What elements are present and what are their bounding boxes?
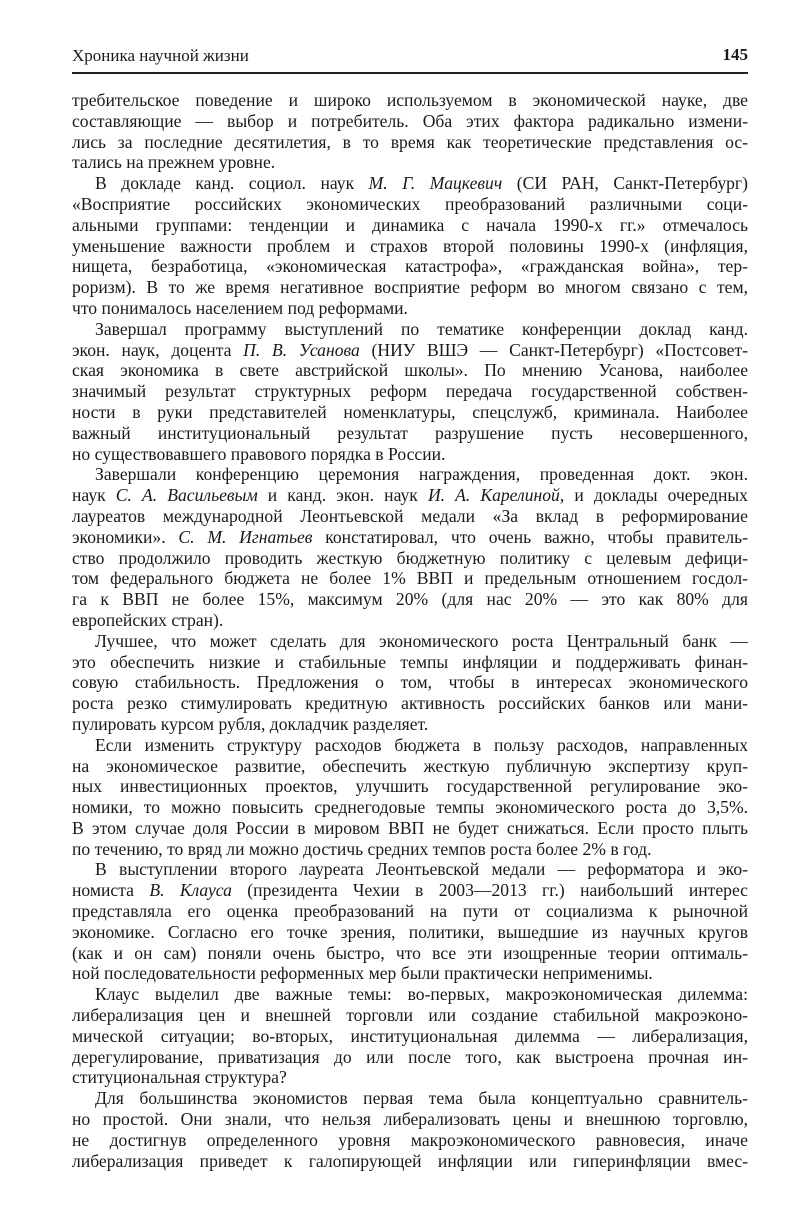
text-segment: Лучшее, что может сделать для экономического роста Центральный банк — [95,630,748,651]
text-line [72,631,748,652]
text-segment: на экономическое развитие, обеспечить жесткую публичную экспертизу круп- [72,755,748,776]
author-name: В. Клауса [149,880,232,901]
text-segment: мической ситуации; во-вторых, институциональная дилемма — либерализация, [72,1025,748,1046]
paragraph [72,464,748,630]
text-line [72,1130,748,1151]
text-segment: роризм). В то же время негативное восприятие реформ во многом связано с тем, [72,277,748,298]
text-line [72,319,748,340]
text-line [72,132,748,153]
text-line [72,652,748,673]
text-line [72,776,748,797]
text-line [72,444,748,465]
running-header [72,40,748,74]
text-segment: (НИУ ВШЭ — Санкт-Петербург) «Постсовет- [359,339,749,360]
text-segment: Завершал программу выступлений по тематике конференции доклад канд. [95,318,748,339]
text-line [72,901,748,922]
text-segment: ных инвестиционных проектов, улучшить государственной регулирование эко- [72,776,748,797]
text-line [72,859,748,880]
paragraph [72,859,748,984]
text-segment: ной последовательности реформенных мер были практически неприменимы. [72,963,653,984]
text-segment: лись за последние десятилетия, в то время как теоретические представления ос- [72,131,748,152]
text-segment: В этом случае доля России в мировом ВВП не будет снижаться. Если просто плыть [72,817,748,838]
text-line [72,1088,748,1109]
text-line [72,277,748,298]
text-segment: В выступлении второго лауреата Леонтьевской медали — реформатора и эко- [95,859,748,880]
text-line [72,839,748,860]
text-segment: Если изменить структуру расходов бюджета в пользу расходов, направленных [95,734,748,755]
text-line [72,735,748,756]
text-line [72,111,748,132]
author-name: М. Г. Мацкевич [368,173,503,194]
text-segment: значимый результат структурных реформ передача государственной собствен- [72,381,748,402]
text-line [72,1067,748,1088]
text-line [72,797,748,818]
paragraph [72,173,748,319]
text-line [72,527,748,548]
text-line [72,485,748,506]
text-segment: Завершали конференцию церемония награждения, проведенная докт. экон. [95,464,748,485]
text-segment: требительское поведение и широко используемом в экономической науке, две [72,90,748,110]
text-segment: составляющие — выбор и потребитель. Оба этих фактора радикально измени- [72,110,748,131]
text-segment: роста резко стимулировать кредитную активность российских банков или мани- [72,693,748,714]
text-line [72,693,748,714]
text-line [72,152,748,173]
text-line [72,1151,748,1172]
text-line [72,756,748,777]
text-segment: это обеспечить низкие и стабильные темпы инфляции и поддерживать финан- [72,651,748,672]
paragraph [72,631,748,735]
text-line [72,194,748,215]
text-line [72,173,748,194]
article-body [72,90,748,1171]
text-line [72,402,748,423]
text-segment: по течению, то вряд ли можно достичь средних темпов роста более 2% в год. [72,838,652,859]
author-name: П. В. Усанова [243,339,360,360]
text-line [72,984,748,1005]
paragraph [72,90,748,173]
author-name: С. А. Васильевым [115,485,258,506]
text-segment: том федерального бюджета не более 1% ВВП и предельным отношением госдол- [72,568,748,589]
text-segment: , и доклады очередных [559,485,748,506]
text-line [72,360,748,381]
text-segment: В докладе канд. социол. наук [95,173,369,194]
text-line [72,589,748,610]
text-line [72,1026,748,1047]
text-line [72,548,748,569]
text-line [72,1109,748,1130]
text-segment: наук [72,485,116,506]
text-line [72,922,748,943]
text-segment: лауреатов международной Леонтьевской медали «За вклад в реформирование [72,505,748,526]
text-segment: либерализация приведет к галопирующей инфляции или гиперинфляции вмес- [72,1150,748,1171]
text-segment: пулировать курсом рубля, докладчик разделяет. [72,713,429,734]
text-line [72,943,748,964]
text-segment: либерализация цен и внешней торговли или создание стабильной макроэконо- [72,1005,748,1026]
text-segment: уменьшение важности проблем и страхов второй половины 1990-х (инфляция, [72,235,748,256]
text-segment: тались на прежнем уровне. [72,152,276,173]
text-line [72,672,748,693]
text-line [72,298,748,319]
text-segment: (как и он сам) поняли очень быстро, что все эти изощренные теории оптималь- [72,942,748,963]
text-line [72,464,748,485]
text-segment: ство продолжило проводить жесткую бюджетную политику с целевым дефици- [72,547,748,568]
text-line [72,381,748,402]
text-segment: ституциональная структура? [72,1067,287,1088]
running-title: Хроника научной жизни [72,46,249,65]
text-segment: и канд. экон. наук [257,485,428,506]
text-segment: номиста [72,880,150,901]
text-segment: Для большинства экономистов первая тема была концептуально сравнитель- [95,1088,748,1109]
author-name: И. А. Карелиной [427,485,560,506]
text-line [72,1005,748,1026]
text-segment: (президента Чехии в 2003—2013 гг.) наибольший интерес [231,880,748,901]
text-segment: но существовавшего правового порядка в России. [72,443,446,464]
text-segment: га к ВВП не более 15%, максимум 20% (для нас 20% — это как 80% для [72,589,748,610]
text-line [72,256,748,277]
text-segment: представляла его оценка преобразований на пути от социализма к рыночной [72,901,748,922]
text-segment: нищета, безработица, «экономическая катастрофа», «гражданская война», тер- [72,256,748,277]
text-line [72,714,748,735]
text-line [72,1047,748,1068]
text-line [72,506,748,527]
text-segment: европейских стран). [72,609,224,630]
text-segment: не достигнув определенного уровня макроэкономического равновесия, иначе [72,1129,748,1150]
text-line [72,818,748,839]
text-line [72,568,748,589]
text-segment: ская экономика в свете австрийской школы». По мнению Усанова, наиболее [72,360,748,381]
text-line [72,340,748,361]
text-line [72,236,748,257]
text-segment: «Восприятие российских экономических преобразований различными соци- [72,193,748,214]
text-segment: дерегулирование, приватизация до или после того, как выстроена прочная ин- [72,1046,748,1067]
text-segment: но простой. Они знали, что нельзя либерализовать цены и внешнюю торговлю, [72,1109,748,1130]
paragraph [72,1088,748,1171]
text-segment: констатировал, что очень важно, чтобы правитель- [312,526,748,547]
text-segment: что понималось населением под реформами. [72,297,408,318]
text-segment: ности в руки представителей номенклатуры, спецслужб, криминала. Наиболее [72,401,748,422]
text-segment: альными группами: тенденции и динамика с начала 1990-х гг.» отмечалось [72,214,748,235]
text-line [72,880,748,901]
text-segment: совую стабильность. Предложения о том, чтобы в интересах экономического [72,672,748,693]
paragraph [72,319,748,465]
text-line [72,423,748,444]
text-segment: Клаус выделил две важные темы: во-первых, макроэкономическая дилемма: [95,984,748,1005]
text-line [72,963,748,984]
paragraph [72,735,748,860]
text-line [72,215,748,236]
text-segment: (СИ РАН, Санкт-Петербург) [502,173,748,194]
text-segment: экон. наук, доцента [72,339,244,360]
text-segment: экономике. Согласно его точке зрения, политики, вышедшие из научных кругов [72,921,748,942]
text-segment: экономики». [72,526,179,547]
author-name: С. М. Игнатьев [178,526,313,547]
text-line [72,610,748,631]
paragraph [72,984,748,1088]
text-line [72,90,748,111]
text-segment: номики, то можно повысить среднегодовые темпы экономического роста до 3,5%. [72,797,748,818]
text-segment: важный институциональный результат разрушение пусть несовершенного, [72,422,748,443]
page-number: 145 [722,45,748,64]
